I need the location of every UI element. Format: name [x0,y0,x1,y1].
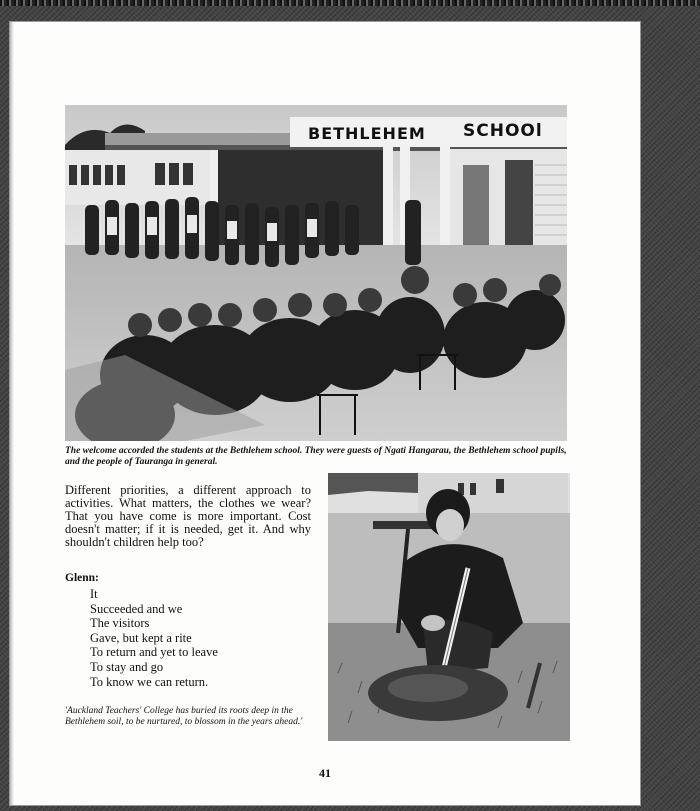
sign-word-bethlehem: BETHLEHEM [308,124,426,143]
sign-word-school: SCHOOl [463,121,543,141]
photo-caption: The welcome accorded the students at the Bethlehem school. They were guests of Ngati Hangarau, the Bethlehem school pupils, and the people of Tauranga in general. [65,446,567,467]
poem-line: The visitors [90,616,150,631]
poem-line: Gave, but kept a rite [90,630,192,645]
poem-line: Succeeded and we [90,601,183,616]
poem-heading: Glenn: [65,572,99,584]
book-page [10,22,640,805]
poem-line: It [90,587,98,601]
poem-line: To know we can return. [90,674,209,689]
scan-edge-strip [0,0,700,6]
page-number: 41 [319,766,331,780]
body-paragraph: Different priorities, a different approach to activities. What matters, the clothes we wear? That you have come is more important. Cost doesn't matter; if it is needed, get it. And why shouldn't children help too? [65,483,311,549]
closing-quote: 'Auckland Teachers' College has buried its roots deep in the Bethlehem soil, to be nurtured, to blossom in the years ahead.' [65,706,303,727]
poem [90,587,310,689]
poem-line: To return and yet to leave [90,645,218,660]
poem-line: To stay and go [90,659,164,674]
school-welcome-photo [65,105,567,441]
tree-planting-photo [328,473,570,741]
page-edge-shadow [10,22,14,805]
